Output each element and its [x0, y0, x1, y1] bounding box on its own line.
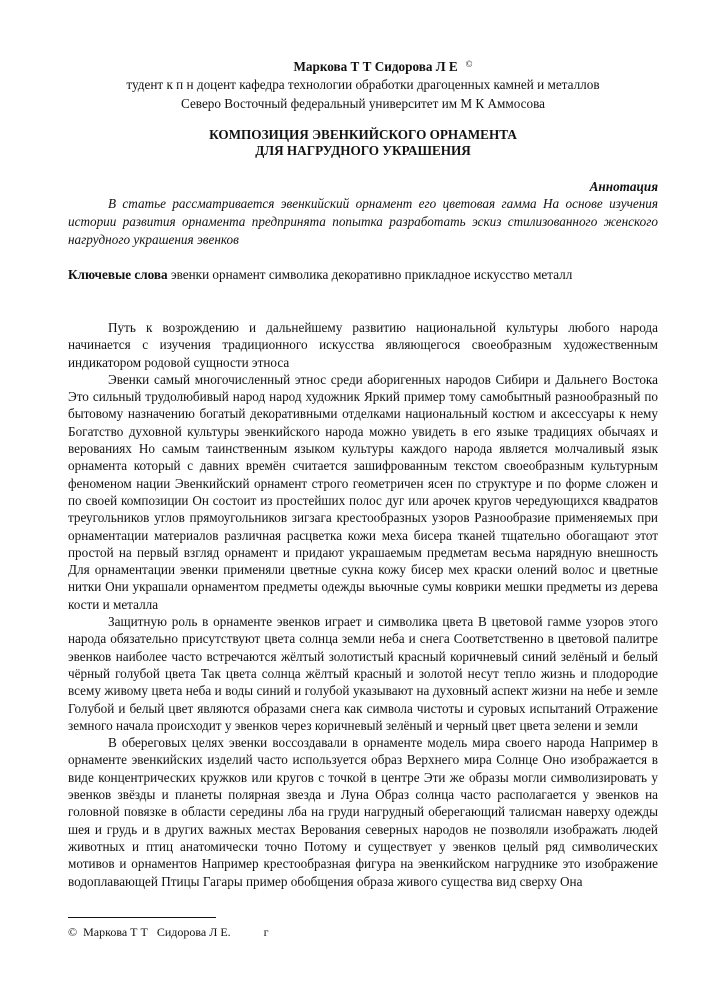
title-line-1: КОМПОЗИЦИЯ ЭВЕНКИЙСКОГО ОРНАМЕНТА: [209, 127, 517, 142]
annotation-heading: Аннотация: [589, 179, 658, 194]
paper-page: [68, 58, 658, 890]
authors: Маркова Т Т Сидорова Л Е: [293, 59, 458, 74]
keywords-text: эвенки орнамент символика декоративно прикладное искусство металл: [167, 267, 573, 282]
title-line-2: ДЛЯ НАГРУДНОГО УКРАШЕНИЯ: [255, 143, 471, 158]
copyright-mark: ©: [465, 59, 473, 69]
keywords: [68, 267, 658, 283]
keywords-label: Ключевые слова: [68, 267, 168, 282]
affiliation-line-1: тудент к п н доцент кафедра технологии обработки драгоценных камней и металлов: [126, 77, 600, 92]
annotation-text: В статье рассматривается эвенкийский орнамент его цветовая гамма На основе изучения истории развития орнамента предпринята попытка разработать эскиз стилизованного женского нагрудного украшения эвенков: [68, 196, 658, 247]
affiliation-line-2: Северо Восточный федеральный университет им М К Аммосова: [180, 96, 546, 111]
paragraph-3: Защитную роль в орнаменте эвенков играет и символика цвета В цветовой гамме узоров этого народа обязательно присутствуют цвета солнца земли неба и снега Соответственно в цветовой палитре эвенков наиболее часто встречаются жёлтый золотистый красный коричневый синий зелёный и белый чёрный голубой цвета Так цвета солнца жёлтый красный и золотой несут тепло жизнь и плодородие всему живому цвета неба и воды синий и голубой указывают на духовный аспект жизни на небе и земле Голубой и белый цвет являются образами снега как символа чистоты и суровых испытаний Отражение земного начала происходит у эвенков через коричневый зелёный и черный цвет цвета зелени и земли: [68, 614, 658, 733]
body-text: [68, 319, 658, 890]
footnote: © Маркова Т Т Сидорова Л Е. г: [68, 925, 269, 939]
paragraph-4: В обереговых целях эвенки воссоздавали в орнаменте модель мира своего народа Например в орнаменте эвенкийских изделий часто используется образ Верхнего мира Солнце Оно изображается в виде концентрических кружков или кругов с точкой в центре Эти же образы могли символизировать у эвенков звёзды и планеты полярная звезда и Луна Образ солнца часто располагается у эвенков на головной повязке в области середины лба на груди нагрудный оберегающий талисман наверху одежды шея и грудь и в других важных местах Верования северных народов не позволяли изображать людей животных и птиц анатомически точно Потому и существует у эвенков целый ряд символических мотивов и орнаментов Например крестообразная фигура на эвенкийском нагруднике это изображение водоплавающей Птицы Гагары пример обобщения образа живого существа вид сверху Она: [68, 735, 658, 889]
footnote-divider: [68, 917, 216, 918]
paragraph-2: Эвенки самый многочисленный этнос среди аборигенных народов Сибири и Дальнего Востока Это сильный трудолюбивый народ народ художник Яркий пример тому самобытный разнообразный по бытовому назначению богатый декоративными отделками национальный костюм и аксессуары к нему Богатство духовной культуры эвенкийского народа можно увидеть в его языке традициях обычаях и верованиях Но самым таинственным языком культуры каждого народа является молчаливый язык орнамента который с давних времён считается зашифрованным текстом своеобразным культурным феноменом нации Эвенкийский орнамент строго геометричен ясен по структуре и по форме сложен и по своей композиции Он состоит из простейших полос дуг или арочек кругов чередующихся квадратов треугольников углов прямоугольников зигзага крестообразных узоров Разнообразие применяемых при орнаментации материалов различная расцветка кожи меха бисера тканей тщательно обогащают этот простой на первый взгляд орнамент и придают украшаемым предметам весьма нарядную внешность Для орнаментации эвенки применяли цветные сукна кожу бисер мех краски олений волос и цветные нитки Они украшали орнаментом предметы одежды вьючные сумы коврики мешки предметы из дерева кости и металла: [68, 371, 658, 612]
authors-line: [108, 58, 658, 75]
paragraph-1: Путь к возрождению и дальнейшему развитию национальной культуры любого народа начинается с изучения традиционного искусства являющегося своеобразным художественным индикатором родовой сущности этноса: [68, 320, 658, 370]
paper-title: [68, 127, 658, 159]
